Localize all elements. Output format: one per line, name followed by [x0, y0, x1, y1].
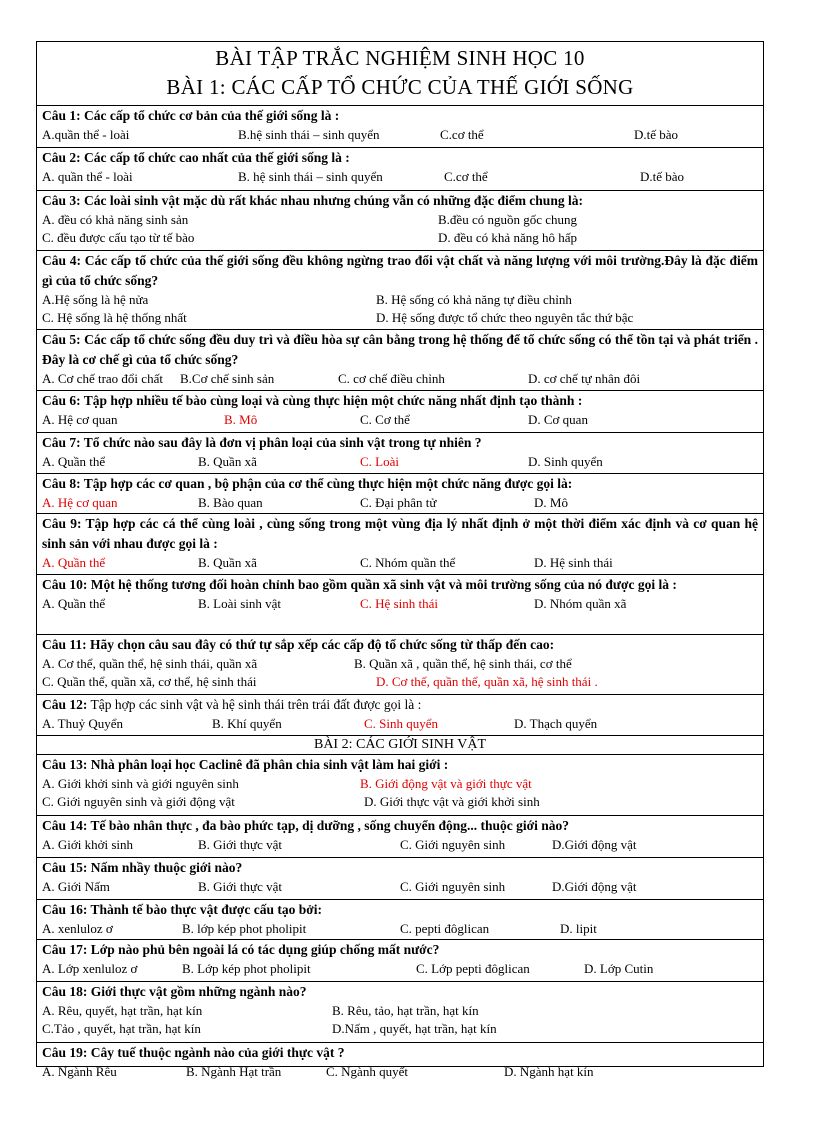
- answer-row: [42, 554, 758, 572]
- answer-option[interactable]: C. Hệ sống là hệ thống nhất: [42, 310, 187, 325]
- answer-option[interactable]: C. đều được cấu tạo từ tế bào: [42, 230, 195, 245]
- question-text: Thành tế bào thực vật được cấu tạo bởi:: [87, 902, 322, 917]
- question-number: Câu 14:: [42, 818, 88, 833]
- answer-option[interactable]: C.cơ thể: [440, 127, 484, 142]
- answer-option[interactable]: C. pepti đôglican: [400, 921, 490, 936]
- question-number: Câu 18:: [42, 984, 88, 999]
- answer-option[interactable]: C. Quần thể, quần xã, cơ thể, hệ sinh thái: [42, 674, 257, 689]
- question-text: Tập hợp các cơ quan , bộ phận của cơ thể cùng thực hiện một chức năng được gọi là:: [80, 476, 573, 491]
- answer-row: [42, 920, 758, 938]
- question-stem: [42, 940, 758, 960]
- answer-row: [42, 793, 758, 811]
- answer-option[interactable]: A. đều có khả năng sinh sản: [42, 212, 189, 227]
- question-text: Nhà phân loại học Caclinê đã phân chia sinh vật làm hai giới :: [87, 757, 449, 772]
- answer-row: [42, 309, 758, 327]
- question-stem: [42, 474, 758, 494]
- answer-option[interactable]: D. Hệ sống được tổ chức theo nguyên tắc thứ bậc: [376, 310, 634, 325]
- answer-option[interactable]: B. Ngành Hạt trần: [186, 1064, 282, 1079]
- answer-row: [42, 126, 758, 144]
- answer-option[interactable]: B. Hệ sống có khả năng tự điều chỉnh: [376, 292, 572, 307]
- answer-option[interactable]: B.Cơ chế sinh sản: [180, 371, 275, 386]
- question-text: Một hệ thống tương đối hoàn chỉnh bao gồm quần xã sinh vật và môi trường sống của nó được gọi là :: [87, 577, 677, 592]
- question-stem: [42, 695, 758, 715]
- answer-option[interactable]: D. Sinh quyển: [528, 454, 603, 469]
- question-block: [37, 1043, 763, 1086]
- answer-option[interactable]: A. Giới khởi sinh và giới nguyên sinh: [42, 776, 239, 791]
- question-text: Các cấp tổ chức cao nhất của thế giới sống là :: [80, 150, 350, 165]
- answer-row: [42, 291, 758, 309]
- section-title-lesson2: BÀI 2: CÁC GIỚI SINH VẬT: [37, 736, 763, 755]
- answer-option[interactable]: D. cơ chế tự nhân đôi: [528, 371, 641, 386]
- answer-option-correct[interactable]: C. Sinh quyển: [364, 716, 439, 731]
- question-text: Tập hợp nhiều tế bào cùng loại và cùng thực hiện một chức năng nhất định tạo thành :: [80, 393, 583, 408]
- answer-row: [42, 494, 758, 512]
- answer-option[interactable]: B. Giới thực vật: [198, 837, 282, 852]
- answer-row: [42, 1063, 758, 1081]
- answer-option[interactable]: B. Quần xã: [198, 454, 257, 469]
- question-stem: [42, 982, 758, 1002]
- question-stem: [42, 635, 758, 655]
- question-stem: [42, 433, 758, 453]
- answer-option[interactable]: B.hệ sinh thái – sinh quyển: [238, 127, 380, 142]
- answer-option[interactable]: C. Giới nguyên sinh và giới động vật: [42, 794, 235, 809]
- question-stem: [42, 330, 758, 370]
- question-block: [37, 148, 763, 191]
- question-number: Câu 13:: [42, 757, 88, 772]
- question-number: Câu 1:: [42, 108, 81, 123]
- answer-option[interactable]: C. Đại phân tử: [360, 495, 437, 510]
- answer-option[interactable]: A.quần thể - loài: [42, 127, 130, 142]
- question-number: Câu 11:: [42, 637, 87, 652]
- question-number: Câu 3:: [42, 193, 81, 208]
- answer-option[interactable]: A. Quần thể: [42, 454, 106, 469]
- answer-option[interactable]: B. lớp kép phot pholipit: [182, 921, 307, 936]
- question-block: [37, 858, 763, 900]
- question-block: [37, 514, 763, 575]
- answer-option[interactable]: C. Giới nguyên sinh: [400, 879, 506, 894]
- question-stem: [42, 816, 758, 836]
- answer-option[interactable]: B. Lớp kép phot pholipit: [182, 961, 311, 976]
- question-number: Câu 15:: [42, 860, 88, 875]
- question-text: Tổ chức nào sau đây là đơn vị phân loại của sinh vật trong tự nhiên ?: [80, 435, 482, 450]
- answer-row: [42, 878, 758, 896]
- question-block: [37, 251, 763, 330]
- answer-row: [42, 960, 758, 978]
- question-block: [37, 106, 763, 148]
- worksheet-frame: [36, 41, 764, 1079]
- question-stem: [42, 191, 758, 211]
- answer-option[interactable]: C. Cơ thể: [360, 412, 410, 427]
- answer-option[interactable]: D. lipit: [560, 921, 597, 936]
- answer-option[interactable]: A.Hệ sống là hệ nửa: [42, 292, 149, 307]
- answer-row: [42, 595, 758, 613]
- question-text: Giới thực vật gồm những ngành nào?: [87, 984, 307, 999]
- answer-row: [42, 1002, 758, 1020]
- answer-option[interactable]: A. Lớp xenluloz ơ: [42, 961, 138, 976]
- question-block: [37, 635, 763, 695]
- question-number: Câu 12:: [42, 697, 88, 712]
- answer-option[interactable]: B. Quần xã , quần thể, hệ sinh thái, cơ thể: [354, 656, 572, 671]
- question-stem: [42, 106, 758, 126]
- question-stem: [42, 755, 758, 775]
- answer-option-correct[interactable]: B. Mô: [224, 412, 258, 427]
- answer-row: [42, 673, 758, 691]
- answer-option[interactable]: D. Nhóm quần xã: [534, 596, 627, 611]
- answer-option[interactable]: B. hệ sinh thái – sinh quyển: [238, 169, 383, 184]
- question-stem: [42, 148, 758, 168]
- answer-option[interactable]: A. Quần thể: [42, 596, 106, 611]
- answer-option[interactable]: A. Cơ thể, quần thể, hệ sinh thái, quần xã: [42, 656, 258, 671]
- answer-option[interactable]: D.Nấm , quyết, hạt trần, hạt kín: [332, 1021, 497, 1036]
- answer-option-correct[interactable]: D. Cơ thể, quần thể, quần xã, hệ sinh thái .: [376, 674, 598, 689]
- question-number: Câu 17:: [42, 942, 88, 957]
- answer-option[interactable]: B. Bào quan: [198, 495, 263, 510]
- question-text: Tế bào nhân thực , đa bào phức tạp, dị dưỡng , sống chuyển động... thuộc giới nào?: [87, 818, 570, 833]
- answer-option[interactable]: D. Thạch quyển: [514, 716, 598, 731]
- answer-option[interactable]: A. quần thể - loài: [42, 169, 133, 184]
- question-text: Các cấp tổ chức của thế giới sống đều không ngừng trao đổi vật chất và năng lượng với môi trường.Đây là đặc điểm gì của tổ chức sống?: [42, 253, 758, 288]
- question-stem: [42, 251, 758, 291]
- answer-option[interactable]: D.Giới động vật: [552, 837, 637, 852]
- question-list: [37, 106, 763, 1086]
- question-block: [37, 695, 763, 736]
- question-stem: [42, 1043, 758, 1063]
- question-number: Câu 19:: [42, 1045, 88, 1060]
- answer-option[interactable]: B. Giới thực vật: [198, 879, 282, 894]
- answer-option[interactable]: C. cơ chế điều chỉnh: [338, 371, 445, 386]
- question-block: [37, 816, 763, 858]
- question-number: Câu 2:: [42, 150, 81, 165]
- question-stem: [42, 391, 758, 411]
- answer-option[interactable]: D. Ngành hạt kín: [504, 1064, 594, 1079]
- answer-option[interactable]: A. Ngành Rêu: [42, 1064, 117, 1079]
- answer-option[interactable]: D.tế bào: [634, 127, 679, 142]
- answer-row: [42, 168, 758, 186]
- question-block: [37, 391, 763, 433]
- answer-row: [42, 211, 758, 229]
- question-text: Cây tuế thuộc ngành nào của giới thực vật ?: [87, 1045, 345, 1060]
- answer-option-correct[interactable]: A. Hệ cơ quan: [42, 495, 118, 510]
- answer-option[interactable]: D. Lớp Cutin: [584, 961, 654, 976]
- answer-option-correct[interactable]: B. Giới động vật và giới thực vật: [360, 776, 532, 791]
- answer-option-correct[interactable]: A. Quần thể: [42, 555, 106, 570]
- answer-option-correct[interactable]: C. Loài: [360, 454, 399, 469]
- question-block: [37, 575, 763, 635]
- question-text: Nấm nhầy thuộc giới nào?: [87, 860, 243, 875]
- answer-option[interactable]: B. Quần xã: [198, 555, 257, 570]
- title-block: [37, 46, 763, 106]
- answer-option[interactable]: B. Rêu, tảo, hạt trần, hạt kín: [332, 1003, 479, 1018]
- answer-option[interactable]: C.Tảo , quyết, hạt trần, hạt kín: [42, 1021, 201, 1036]
- question-text: Các loài sinh vật mặc dù rất khác nhau nhưng chúng vẫn có những đặc điểm chung là:: [80, 193, 583, 208]
- question-number: Câu 9:: [42, 516, 82, 531]
- question-text: Tập hợp các cá thể cùng loài , cùng sống trong một vùng địa lý nhất định ở một thời điểm xác định và cơ quan hệ sinh sản với nhau được gọi là :: [42, 516, 758, 551]
- answer-row: [42, 1020, 758, 1038]
- question-text: Các cấp tổ chức cơ bản của thế giới sống là :: [80, 108, 340, 123]
- answer-option[interactable]: D. Mô: [534, 495, 568, 510]
- answer-option[interactable]: D. Giới thực vật và giới khởi sinh: [364, 794, 540, 809]
- answer-option[interactable]: C. Lớp pepti đôglican: [416, 961, 530, 976]
- answer-option[interactable]: A. Hệ cơ quan: [42, 412, 118, 427]
- answer-row: [42, 229, 758, 247]
- question-number: Câu 7:: [42, 435, 81, 450]
- question-block: [37, 755, 763, 816]
- answer-row: [42, 411, 758, 429]
- question-block: [37, 191, 763, 251]
- question-number: Câu 16:: [42, 902, 88, 917]
- answer-row: [42, 836, 758, 854]
- question-number: Câu 8:: [42, 476, 81, 491]
- answer-option[interactable]: B.đều có nguồn gốc chung: [438, 212, 578, 227]
- question-block: [37, 474, 763, 514]
- question-number: Câu 4:: [42, 253, 81, 268]
- question-stem: [42, 900, 758, 920]
- question-number: Câu 10:: [42, 577, 88, 592]
- answer-option[interactable]: D. đều có khả năng hô hấp: [438, 230, 577, 245]
- answer-option[interactable]: A. Rêu, quyết, hạt trần, hạt kín: [42, 1003, 203, 1018]
- answer-option[interactable]: D. Hệ sinh thái: [534, 555, 613, 570]
- question-block: [37, 330, 763, 391]
- question-text: Lớp nào phủ bên ngoài lá có tác dụng giúp chống mất nước?: [87, 942, 440, 957]
- answer-option[interactable]: D.tế bào: [640, 169, 685, 184]
- question-text: Tập hợp các sinh vật và hệ sinh thái trên trái đất được gọi là :: [87, 697, 422, 712]
- answer-row: [42, 775, 758, 793]
- question-block: [37, 940, 763, 982]
- answer-option[interactable]: C. Ngành quyết: [326, 1064, 408, 1079]
- answer-option[interactable]: D. Cơ quan: [528, 412, 588, 427]
- question-text: Các cấp tổ chức sống đều duy trì và điều hòa sự cân bằng trong hệ thống để tổ chức sống có thể tồn tại và phát triển . Đây là cơ chế gì của tổ chức sống?: [42, 332, 758, 367]
- lesson1-title: BÀI 1: CÁC CẤP TỔ CHỨC CỦA THẾ GIỚI SỐNG: [166, 75, 634, 99]
- answer-option[interactable]: D.Giới động vật: [552, 879, 637, 894]
- answer-option[interactable]: A. Cơ chế trao đổi chất: [42, 371, 163, 386]
- answer-option[interactable]: C.cơ thể: [444, 169, 488, 184]
- answer-row: [42, 370, 758, 388]
- question-stem: [42, 575, 758, 595]
- question-text: Hãy chọn câu sau đây có thứ tự sắp xếp các cấp độ tổ chức sống từ thấp đến cao:: [86, 637, 555, 652]
- answer-option[interactable]: A. Giới Nấm: [42, 879, 110, 894]
- answer-option[interactable]: A. Giới khởi sinh: [42, 837, 134, 852]
- worksheet-title: BÀI TẬP TRẮC NGHIỆM SINH HỌC 10: [215, 46, 585, 70]
- answer-row: [42, 453, 758, 471]
- answer-option[interactable]: C. Giới nguyên sinh: [400, 837, 506, 852]
- answer-option-correct[interactable]: C. Hệ sinh thái: [360, 596, 438, 611]
- question-number: Câu 6:: [42, 393, 81, 408]
- answer-row: [42, 655, 758, 673]
- answer-option[interactable]: B. Loài sinh vật: [198, 596, 282, 611]
- question-block: [37, 982, 763, 1043]
- answer-row: [42, 715, 758, 733]
- question-block: [37, 433, 763, 474]
- question-block: [37, 900, 763, 940]
- answer-option[interactable]: B. Khí quyển: [212, 716, 282, 731]
- answer-option[interactable]: C. Nhóm quần thể: [360, 555, 456, 570]
- question-stem: [42, 858, 758, 878]
- answer-option[interactable]: A. Thuỷ Quyển: [42, 716, 124, 731]
- question-stem: [42, 514, 758, 554]
- question-number: Câu 5:: [42, 332, 81, 347]
- answer-option[interactable]: A. xenluloz ơ: [42, 921, 113, 936]
